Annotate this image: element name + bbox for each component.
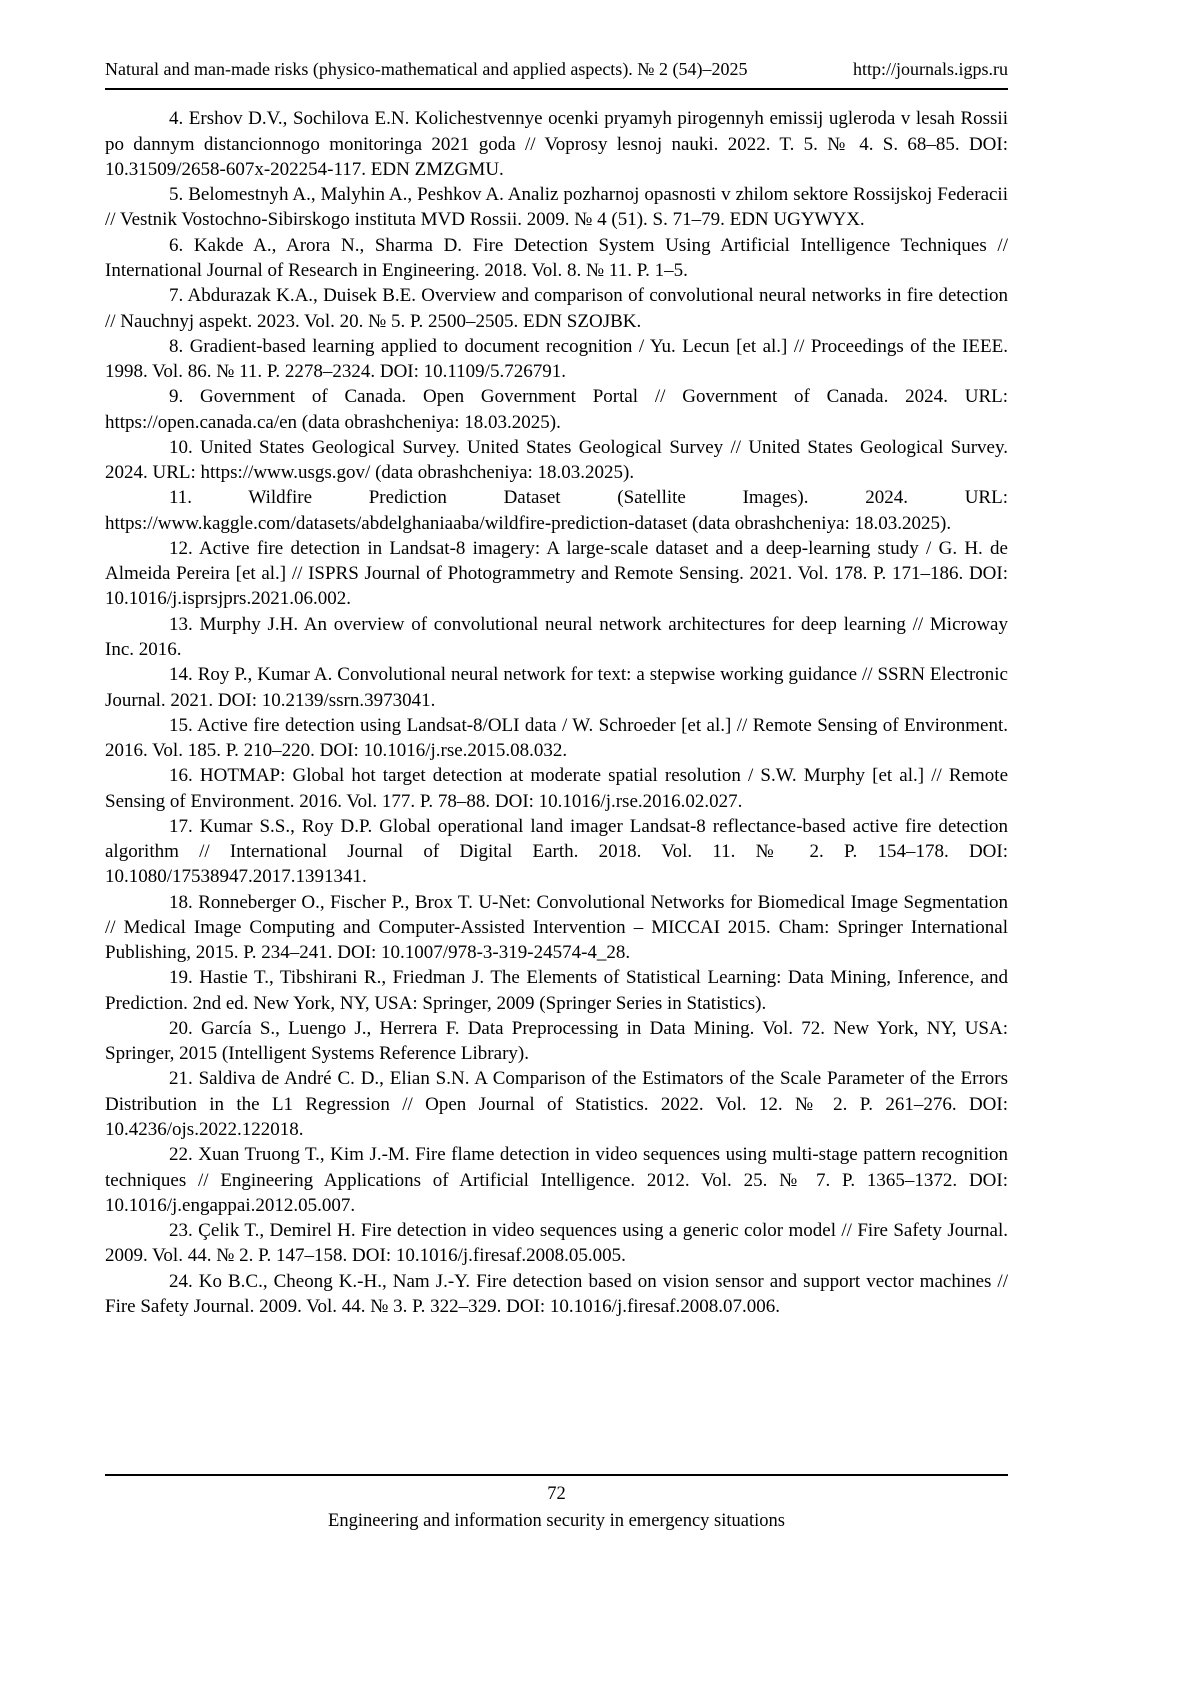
reference-item: 12. Active fire detection in Landsat-8 imagery: A large-scale dataset and a deep-learning study / G. H. de Almeida Pereira [et al.] // ISPRS Journal of Photogrammetry and Remote Sensing. 2021. Vol. 178. P. 171–186. DOI: 10.1016/j.isprsjprs.2021.06.002. bbox=[105, 537, 1008, 610]
reference-item: 10. United States Geological Survey. United States Geological Survey // United States Geological Survey. 2024. URL: https://www.usgs.gov/ (data obrashcheniya: 18.03.2025). bbox=[105, 436, 1008, 484]
reference-item: 9. Government of Canada. Open Government Portal // Government of Canada. 2024. URL: https://open.canada.ca/en (data obrashcheniya: 18.03.2025). bbox=[105, 386, 1008, 433]
reference-item: 7. Abdurazak K.A., Duisek B.E. Overview and comparison of convolutional neural networks in fire detection // Nauchnyj aspekt. 2023. Vol. 20. № 5. P. 2500–2505. EDN SZOJBK. bbox=[105, 285, 1008, 332]
journal-url: http://journals.igps.ru bbox=[853, 59, 1008, 79]
reference-item: 11. Wildfire Prediction Dataset (Satellite Images). 2024. URL: https://www.kaggle.com/datasets/abdelghaniaaba/wildfire-prediction-dataset (data obrashcheniya: 18.03.2025). bbox=[105, 487, 1008, 534]
page-footer bbox=[105, 1474, 1008, 1533]
references-list bbox=[105, 106, 1008, 1319]
reference-item: 16. HOTMAP: Global hot target detection at moderate spatial resolution / S.W. Murphy [et al.] // Remote Sensing of Environment. 2016. Vol. 177. P. 78–88. DOI: 10.1016/j.rse.2016.02.027. bbox=[105, 765, 1008, 812]
footer-section-title: Engineering and information security in emergency situations bbox=[328, 1511, 785, 1531]
reference-item: 23. Çelik T., Demirel H. Fire detection in video sequences using a generic color model // Fire Safety Journal. 2009. Vol. 44. № 2. P. 147–158. DOI: 10.1016/j.firesaf.2008.05.005. bbox=[105, 1220, 1008, 1267]
reference-item: 20. García S., Luengo J., Herrera F. Data Preprocessing in Data Mining. Vol. 72. New York, NY, USA: Springer, 2015 (Intelligent Systems Reference Library). bbox=[105, 1017, 1008, 1065]
reference-item: 19. Hastie T., Tibshirani R., Friedman J. The Elements of Statistical Learning: Data Mining, Inference, and Prediction. 2nd ed. New York, NY, USA: Springer, 2009 (Springer Series in Statistics). bbox=[105, 967, 1008, 1014]
reference-item: 15. Active fire detection using Landsat-8/OLI data / W. Schroeder [et al.] // Remote Sensing of Environment. 2016. Vol. 185. P. 210–220. DOI: 10.1016/j.rse.2015.08.032. bbox=[105, 714, 1008, 762]
footer-divider bbox=[105, 1474, 1008, 1476]
reference-item: 17. Kumar S.S., Roy D.P. Global operational land imager Landsat-8 reflectance-based active fire detection algorithm // International Journal of Digital Earth. 2018. Vol. 11. № 2. P. 154–178. DOI: 10.1080/17538947.2017.1391341. bbox=[105, 815, 1008, 888]
page-header bbox=[105, 58, 1008, 90]
reference-item: 14. Roy P., Kumar A. Convolutional neural network for text: a stepwise working guidance // SSRN Electronic Journal. 2021. DOI: 10.2139/ssrn.3973041. bbox=[105, 664, 1008, 711]
reference-item: 8. Gradient-based learning applied to document recognition / Yu. Lecun [et al.] // Proceedings of the IEEE. 1998. Vol. 86. № 11. P. 2278–2324. DOI: 10.1109/5.726791. bbox=[105, 335, 1008, 383]
journal-title: Natural and man-made risks (physico-mathematical and applied aspects). № 2 (54)–2025 bbox=[105, 59, 748, 79]
reference-item: 13. Murphy J.H. An overview of convolutional neural network architectures for deep learning // Microway Inc. 2016. bbox=[105, 613, 1008, 660]
reference-item: 24. Ko B.C., Cheong K.-H., Nam J.-Y. Fire detection based on vision sensor and support vector machines // Fire Safety Journal. 2009. Vol. 44. № 3. P. 322–329. DOI: 10.1016/j.firesaf.2008.07.006. bbox=[105, 1270, 1008, 1317]
page-number: 72 bbox=[547, 1484, 566, 1504]
reference-item: 22. Xuan Truong T., Kim J.-M. Fire flame detection in video sequences using multi-stage pattern recognition techniques // Engineering Applications of Artificial Intelligence. 2012. Vol. 25. № 7. P. 1365–1372. DOI: 10.1016/j.engappai.2012.05.007. bbox=[105, 1144, 1008, 1216]
reference-item: 6. Kakde A., Arora N., Sharma D. Fire Detection System Using Artificial Intelligence Techniques // International Journal of Research in Engineering. 2018. Vol. 8. № 11. P. 1–5. bbox=[105, 234, 1008, 281]
reference-item: 5. Belomestnyh A., Malyhin A., Peshkov A. Analiz pozharnoj opasnosti v zhilom sektore Rossijskoj Federacii // Vestnik Vostochno-Sibirskogo instituta MVD Rossii. 2009. № 4 (51). S. 71–79. EDN UGYWYX. bbox=[105, 184, 1008, 231]
reference-item: 21. Saldiva de André C. D., Elian S.N. A Comparison of the Estimators of the Scale Parameter of the Errors Distribution in the L1 Regression // Open Journal of Statistics. 2022. Vol. 12. № 2. P. 261–276. DOI: 10.4236/ojs.2022.122018. bbox=[105, 1068, 1008, 1141]
reference-item: 18. Ronneberger O., Fischer P., Brox T. U-Net: Convolutional Networks for Biomedical Image Segmentation // Medical Image Computing and Computer-Assisted Intervention – MICCAI 2015. Cham: Springer International Publishing, 2015. P. 234–241. DOI: 10.1007/978-3-319-24574-4_28. bbox=[105, 891, 1008, 964]
reference-item: 4. Ershov D.V., Sochilova E.N. Kolichestvennye ocenki pryamyh pirogennyh emissij ugleroda v lesah Rossii po dannym distancionnogo monitoringa 2021 goda // Voprosy lesnoj nauki. 2022. T. 5. № 4. S. 68–85. DOI: 10.31509/2658-607x-202254-117. EDN ZMZGMU. bbox=[105, 108, 1008, 180]
